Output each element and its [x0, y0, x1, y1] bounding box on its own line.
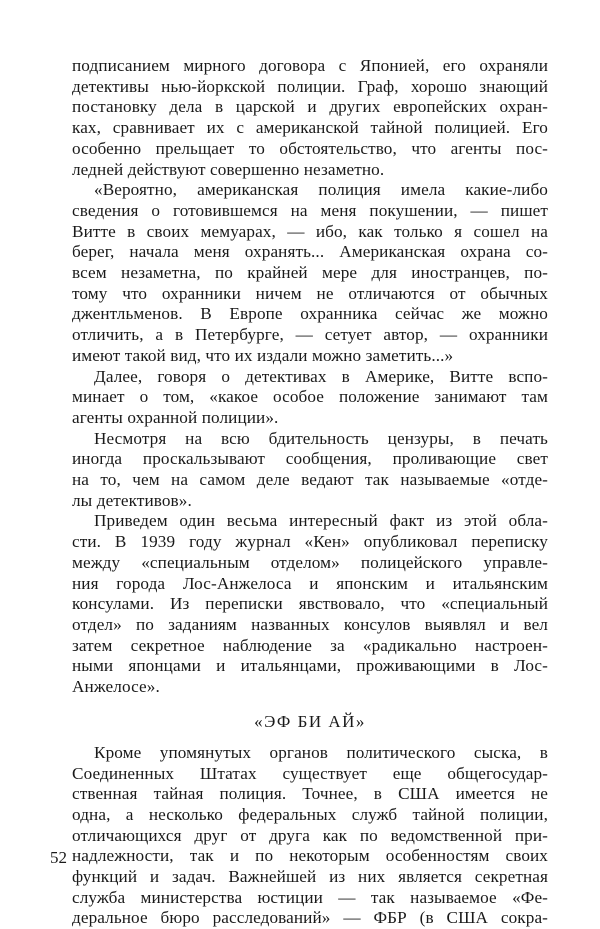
- text-line: Анжелосе».: [72, 677, 160, 697]
- text-line: иногда проскальзывают сообщения, проливающие свет: [72, 449, 548, 469]
- text-line: минает о том, «какое особое положение занимают там: [72, 387, 548, 407]
- text-line: ния города Лос-Анжелоса и японским и итальянским: [72, 573, 548, 593]
- text-line: Далее, говоря о детективах в Америке, Витте вспо-: [94, 366, 548, 386]
- text-line: функций и задач. Важнейшей из них является секретная: [72, 867, 548, 887]
- paragraph-1: [72, 56, 548, 180]
- text-line: консулами. Из переписки явствовало, что «специальный: [72, 594, 548, 614]
- text-line: отличить, а в Петербурге, — сетует автор, — охранники: [72, 325, 548, 345]
- page-number: 52: [50, 848, 67, 867]
- text-line: постановку дела в царской и других европейских охран-: [72, 97, 548, 117]
- text-line: Кроме упомянутых органов политического сыска, в: [94, 742, 548, 762]
- text-line: на то, чем на самом деле ведают так называемые «отде-: [72, 470, 548, 490]
- text-line: Приведем один весьма интересный факт из этой обла-: [94, 511, 548, 531]
- text-line: берег, начала меня охранять... Американская охрана со-: [72, 242, 548, 262]
- text-line: сти. В 1939 году журнал «Кен» опубликовал переписку: [72, 532, 548, 552]
- text-line: детективы нью-йоркской полиции. Граф, хорошо знающий: [72, 76, 548, 96]
- text-line: подписанием мирного договора с Японией, его охраняли: [72, 56, 548, 75]
- text-line: «Вероятно, американская полиция имела какие-либо: [94, 180, 548, 200]
- paragraph-3: [72, 367, 548, 429]
- paragraph-2: [72, 180, 548, 366]
- text-line: особенно прельщает то обстоятельство, что агенты пос-: [72, 138, 548, 158]
- text-line: отличающихся друг от друга как по ведомственной при-: [72, 825, 548, 845]
- text-line: имеют такой вид, что их издали можно заметить...»: [72, 345, 454, 365]
- text-line: затем секретное наблюдение за «радикально настроен-: [72, 635, 548, 655]
- text-line: джентльменов. В Европе охранника сейчас же можно: [72, 304, 548, 324]
- text-line: ледней действуют совершенно незаметно.: [72, 159, 385, 179]
- text-line: деральное бюро расследований» — ФБР (в США сокра-: [72, 908, 548, 928]
- text-line: ными японцами и итальянцами, проживающими в Лос-: [72, 656, 548, 676]
- text-line: Несмотря на всю бдительность цензуры, в печать: [94, 428, 548, 448]
- section-heading: «ЭФ БИ АЙ»: [254, 711, 366, 731]
- text-line: тому что охранники ничем не отличаются от обычных: [72, 283, 548, 303]
- paragraph-6: [72, 743, 548, 929]
- text-line: Соединенных Штатах существует еще общегосудар-: [72, 763, 548, 783]
- text-line: отдел» по заданиям названных консулов выявлял и вел: [72, 614, 548, 634]
- text-top: [72, 56, 548, 698]
- text-line: одна, а несколько федеральных служб тайной полиции,: [72, 804, 548, 824]
- text-line: ственная тайная полиция. Точнее, в США имеется не: [72, 784, 548, 804]
- paragraph-5: [72, 511, 548, 697]
- text-line: служба министерства юстиции — так называемое «Фе-: [72, 887, 548, 907]
- text-line: сведения о готовившемся на меня покушении, — пишет: [72, 200, 548, 220]
- text-line: Витте в своих мемуарах, — ибо, как только я сошел на: [72, 221, 548, 241]
- text-line: между «специальным отделом» полицейского управле-: [72, 552, 548, 572]
- text-line: лы детективов».: [72, 490, 192, 510]
- text-line: всем незаметна, по крайней мере для иностранцев, по-: [72, 263, 548, 283]
- text-line: надлежности, так и по некоторым особенностям своих: [72, 846, 548, 866]
- text-line: ках, сравнивает их с американской тайной полицией. Его: [72, 118, 548, 138]
- text-line: агенты охранной полиции».: [72, 407, 279, 427]
- text-bottom: [72, 743, 548, 929]
- paragraph-4: [72, 429, 548, 512]
